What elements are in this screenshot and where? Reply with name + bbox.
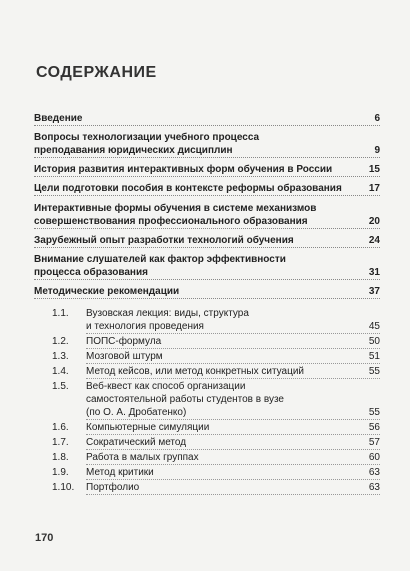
toc-subsection-entry[interactable] [34,451,380,464]
toc-page-number: 55 [368,407,380,418]
toc-section-title-line: совершенствования профессионального образования [34,216,308,227]
toc-section-entry[interactable] [34,182,380,195]
toc-section-title-line: Интерактивные формы обучения в системе механизмов [34,203,317,214]
toc-leader-rule [34,279,380,280]
toc-subsection-entry[interactable] [34,481,380,494]
toc-subsection-index: 1.3. [52,351,69,362]
page-number: 170 [35,532,54,544]
toc-page-number: 50 [368,336,380,347]
toc-subsection-title-line: Метод кейсов, или метод конкретных ситуаций [86,366,305,377]
toc-leader-rule [86,434,380,435]
toc-subsection-index: 1.7. [52,437,69,448]
toc-subsection-title-line: Компьютерные симуляции [86,422,210,433]
toc-page-number: 31 [368,267,380,278]
toc-leader-rule [34,157,380,158]
toc-subsection-title-line: Мозговой штурм [86,351,163,362]
toc-page-number: 9 [374,145,380,156]
toc-leader-rule [86,479,380,480]
toc-subsection-entry[interactable] [34,436,380,449]
toc-subsection-entry[interactable] [34,307,380,333]
toc-subsection-title-line: (по О. А. Дробатенко) [86,407,187,418]
toc-section-title-line: Методические рекомендации [34,286,180,297]
toc-page-number: 51 [368,351,380,362]
toc-subsection-title-line: Портфолио [86,482,140,493]
toc-page-number: 15 [368,164,380,175]
table-of-contents [34,112,380,494]
toc-page-number: 63 [368,482,380,493]
toc-subsection-entry[interactable] [34,421,380,434]
toc-subsection-title-line: Вузовская лекция: виды, структура [86,308,249,319]
toc-section-entry[interactable] [34,131,380,157]
toc-leader-rule [86,333,380,334]
toc-section-entry[interactable] [34,202,380,228]
toc-subsection-index: 1.5. [52,381,69,392]
toc-page-number: 24 [368,235,380,246]
toc-section-title-line: процесса образования [34,267,148,278]
toc-leader-rule [86,494,380,495]
toc-leader-rule [86,464,380,465]
toc-section-title-line: Зарубежный опыт разработки технологий обучения [34,235,294,246]
toc-page-number: 6 [374,113,380,124]
toc-section-title-line: преподавания юридических дисциплин [34,145,233,156]
toc-subsection-title-line: и технология проведения [86,321,204,332]
toc-section-entry[interactable] [34,112,380,125]
toc-subsection-title-line: самостоятельной работы студентов в вузе [86,394,284,405]
toc-section-title-line: История развития интерактивных форм обучения в России [34,164,333,175]
toc-page-number: 57 [368,437,380,448]
toc-subsection-title-line: Работа в малых группах [86,452,199,463]
toc-subsection-index: 1.10. [52,482,75,493]
toc-subsection-title-line: ПОПС-формула [86,336,162,347]
toc-page-number: 55 [368,366,380,377]
toc-subsection-title-line: Метод критики [86,467,154,478]
toc-leader-rule [34,247,380,248]
toc-page-number: 56 [368,422,380,433]
toc-subsection-index: 1.2. [52,336,69,347]
toc-leader-rule [86,348,380,349]
toc-leader-rule [34,195,380,196]
toc-leader-rule [34,228,380,229]
toc-subsection-entry[interactable] [34,380,380,419]
toc-section-title-line: Цели подготовки пособия в контексте реформы образования [34,183,342,194]
toc-subsection-entry[interactable] [34,466,380,479]
page-title: СОДЕРЖАНИЕ [36,64,157,81]
toc-section-title-line: Вопросы технологизации учебного процесса [34,132,260,143]
toc-page-number: 37 [368,286,380,297]
toc-section-title-line: Внимание слушателей как фактор эффективности [34,254,286,265]
toc-leader-rule [34,176,380,177]
toc-section-title-line: Введение [34,113,83,124]
toc-subsection-entry[interactable] [34,350,380,363]
toc-leader-rule [86,378,380,379]
toc-section-entry[interactable] [34,163,380,176]
toc-page-number: 20 [368,216,380,227]
toc-subsection-title-line: Сократический метод [86,437,187,448]
toc-page-number: 60 [368,452,380,463]
toc-subsection-entry[interactable] [34,335,380,348]
toc-page-number: 45 [368,321,380,332]
toc-leader-rule [86,419,380,420]
toc-subsection-index: 1.6. [52,422,69,433]
toc-leader-rule [86,363,380,364]
toc-subsection-index: 1.4. [52,366,69,377]
toc-subsection-index: 1.1. [52,308,69,319]
toc-section-entry[interactable] [34,285,380,298]
toc-subsection-entry[interactable] [34,365,380,378]
toc-section-entry[interactable] [34,253,380,279]
toc-leader-rule [34,125,380,126]
toc-subsection-title-line: Веб-квест как способ организации [86,381,246,392]
toc-leader-rule [34,298,380,299]
toc-page-number: 17 [368,183,380,194]
toc-subsection-index: 1.8. [52,452,69,463]
toc-subsection-index: 1.9. [52,467,69,478]
toc-section-entry[interactable] [34,234,380,247]
toc-leader-rule [86,449,380,450]
toc-page-number: 63 [368,467,380,478]
